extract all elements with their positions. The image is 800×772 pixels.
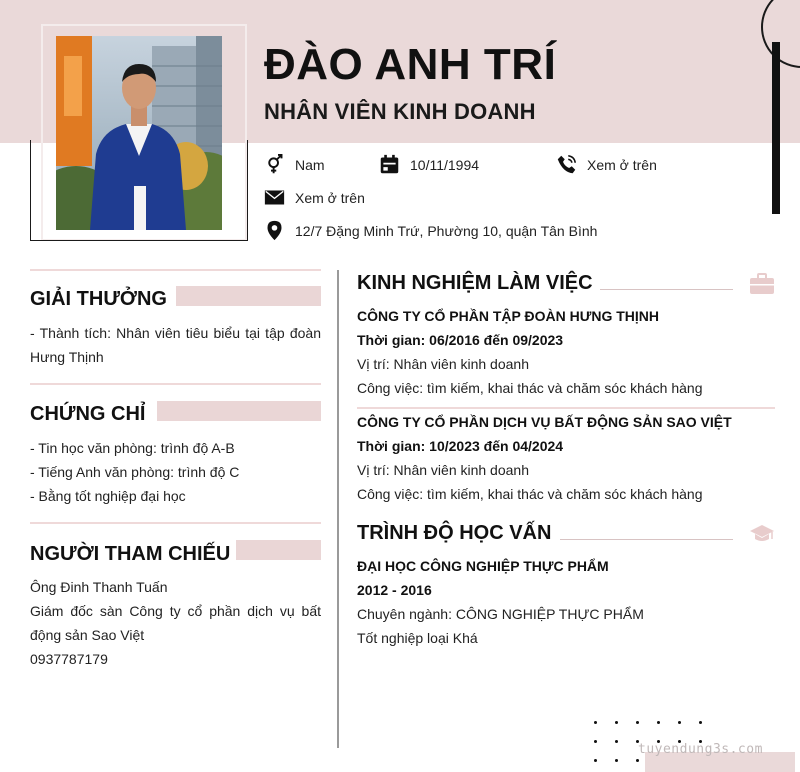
certificate-item: - Bằng tốt nghiệp đại học	[30, 488, 186, 504]
gender-value: Nam	[295, 156, 325, 173]
education-school: ĐẠI HỌC CÔNG NGHIỆP THỰC PHẨM	[357, 558, 609, 574]
candidate-name: ĐÀO ANH TRÍ	[264, 40, 557, 89]
reference-phone: 0937787179	[30, 651, 108, 667]
job-company: CÔNG TY CỔ PHẦN TẬP ĐOÀN HƯNG THỊNH	[357, 308, 659, 324]
phone-value: Xem ở trên	[587, 156, 657, 173]
job-time: Thời gian: 10/2023 đến 04/2024	[357, 438, 564, 454]
references-heading: NGƯỜI THAM CHIẾU	[30, 543, 231, 565]
phone-icon	[556, 154, 577, 175]
email-value: Xem ở trên	[295, 189, 365, 206]
awards-heading: GIẢI THƯỞNG	[30, 288, 167, 310]
job-duties: Công việc: tìm kiếm, khai thác và chăm sóc khách hàng	[357, 486, 703, 502]
separator-awards	[30, 269, 321, 271]
education-years: 2012 - 2016	[357, 582, 432, 598]
awards-item: - Thành tích: Nhân viên tiêu biểu tại tập đoàn Hưng Thịnh	[30, 325, 321, 365]
education-grade: Tốt nghiệp loại Khá	[357, 630, 478, 646]
watermark: tuyendung3s.com	[638, 742, 763, 757]
birthdate-value: 10/11/1994	[410, 156, 480, 173]
job-separator	[357, 407, 775, 409]
gender-info	[264, 154, 325, 175]
birthdate-info	[379, 154, 479, 175]
certificates-accent-bar	[157, 401, 321, 421]
certificates-heading: CHỨNG CHỈ	[30, 403, 146, 425]
job-duties: Công việc: tìm kiếm, khai thác và chăm sóc khách hàng	[357, 380, 703, 396]
separator-references	[30, 522, 321, 524]
gender-icon	[264, 154, 285, 175]
separator-certificates	[30, 383, 321, 385]
certificate-item: - Tin học văn phòng: trình độ A-B	[30, 440, 235, 456]
awards-accent-bar	[176, 286, 321, 306]
job-time: Thời gian: 06/2016 đến 09/2023	[357, 332, 564, 348]
profile-photo	[56, 36, 222, 230]
education-heading: TRÌNH ĐỘ HỌC VẤN	[357, 522, 552, 544]
email-info	[264, 187, 365, 208]
job-company: CÔNG TY CỔ PHẦN DỊCH VỤ BẤT ĐỘNG SẢN SAO VIỆT	[357, 414, 732, 430]
briefcase-icon	[749, 273, 775, 295]
calendar-icon	[379, 154, 400, 175]
reference-position: Giám đốc sàn Công ty cổ phần dịch vụ bất động sản Sao Việt	[30, 603, 321, 643]
education-major: Chuyên ngành: CÔNG NGHIỆP THỰC PHẨM	[357, 606, 644, 622]
job-position: Vị trí: Nhân viên kinh doanh	[357, 462, 529, 478]
job-position: Vị trí: Nhân viên kinh doanh	[357, 356, 529, 372]
phone-info	[556, 154, 657, 175]
decorative-bar	[772, 42, 780, 214]
certificate-item: - Tiếng Anh văn phòng: trình độ C	[30, 464, 240, 480]
column-divider	[337, 270, 339, 748]
reference-name: Ông Đinh Thanh Tuấn	[30, 579, 168, 595]
address-value: 12/7 Đặng Minh Trứ, Phường 10, quận Tân Bình	[295, 222, 598, 239]
experience-heading: KINH NGHIỆM LÀM VIỆC	[357, 272, 593, 294]
experience-heading-line	[600, 289, 733, 290]
job-title: NHÂN VIÊN KINH DOANH	[264, 99, 536, 124]
references-accent-bar	[236, 540, 321, 560]
education-heading-line	[560, 539, 733, 540]
graduation-cap-icon	[749, 524, 775, 544]
location-icon	[264, 220, 285, 241]
address-info	[264, 220, 597, 241]
email-icon	[264, 187, 285, 208]
